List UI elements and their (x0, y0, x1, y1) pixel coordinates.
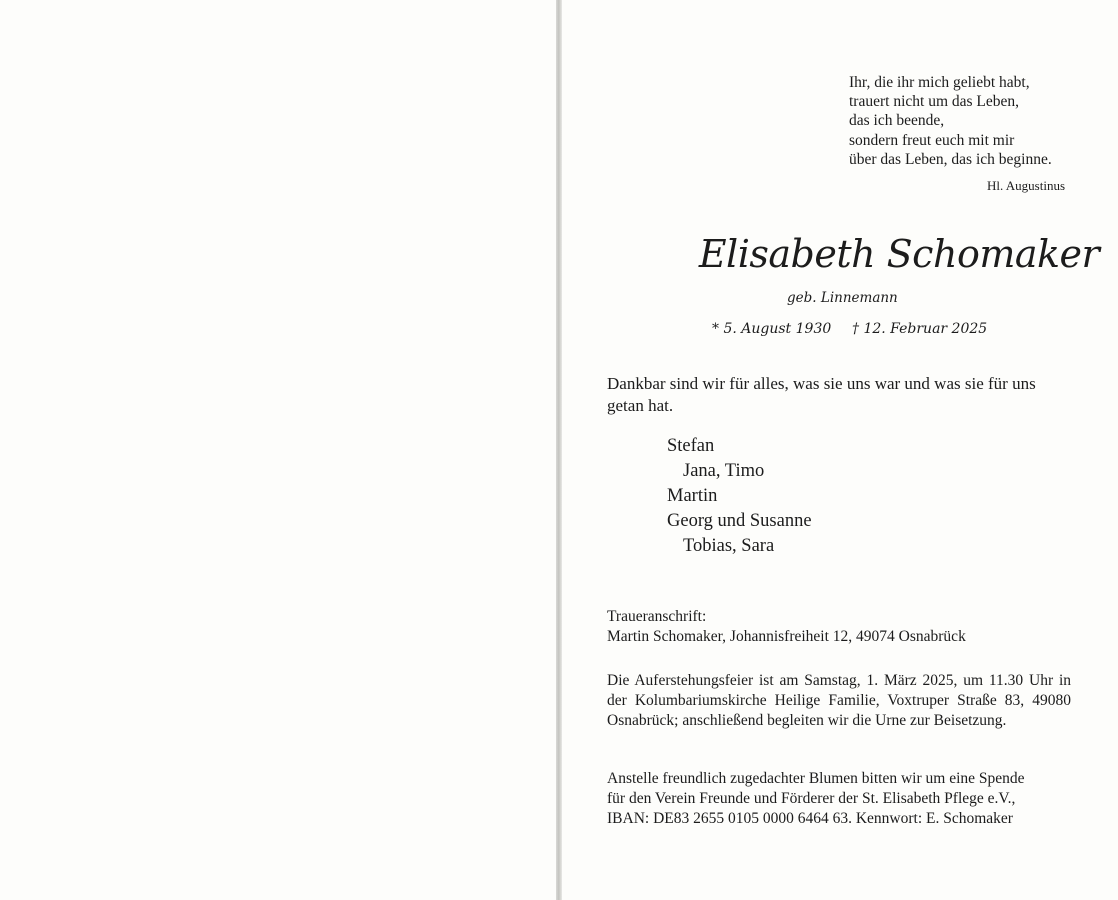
quote-line: das ich beende, (849, 112, 945, 130)
family-member: Tobias, Sara (683, 536, 775, 556)
quote-line: über das Leben, das ich beginne. (849, 150, 1052, 168)
thanks-text: Dankbar sind wir für alles, was sie uns war und was sie für uns getan hat. (607, 374, 1036, 415)
ceremony-text: Die Auferstehungsfeier ist am Samstag, 1. März 2025, um 11.30 Uhr in der Kolumbariumskirche Heilige Familie, Voxtruper Straße 83, 49080 Osnabrück; anschließend begleiten wir die Urne zur Beisetzung. (607, 672, 1071, 729)
deceased-name: Elisabeth Schomaker (698, 232, 1100, 276)
donation-text (607, 769, 1025, 828)
family-list (667, 434, 812, 559)
family-member: Martin (667, 486, 718, 506)
donation-line: Anstelle freundlich zugedachter Blumen bitten wir um eine Spende (607, 770, 1025, 787)
family-member: Stefan (667, 436, 715, 456)
maiden-name: geb. Linnemann (787, 290, 898, 306)
quote-line: Ihr, die ihr mich geliebt habt, (849, 74, 1030, 91)
address-label: Traueranschrift: (607, 608, 707, 625)
address-line: Martin Schomaker, Johannisfreiheit 12, 49074 Osnabrück (607, 627, 966, 645)
quote-line: sondern freut euch mit mir (849, 131, 1015, 149)
quote (849, 73, 1079, 169)
quote-line: trauert nicht um das Leben, (849, 93, 1020, 111)
donation-line: IBAN: DE83 2655 0105 0000 6464 63. Kennwort: E. Schomaker (607, 809, 1013, 827)
quote-author: Hl. Augustinus (986, 178, 1065, 193)
left-page (0, 0, 556, 900)
birth-date: * 5. August 1930 (712, 321, 832, 337)
family-member: Georg und Susanne (667, 511, 812, 531)
family-member: Jana, Timo (683, 461, 765, 481)
donation-line: für den Verein Freunde und Förderer der St. Elisabeth Pflege e.V., (607, 789, 1016, 807)
mourning-address (607, 607, 966, 646)
death-date: † 12. Februar 2025 (852, 321, 988, 337)
